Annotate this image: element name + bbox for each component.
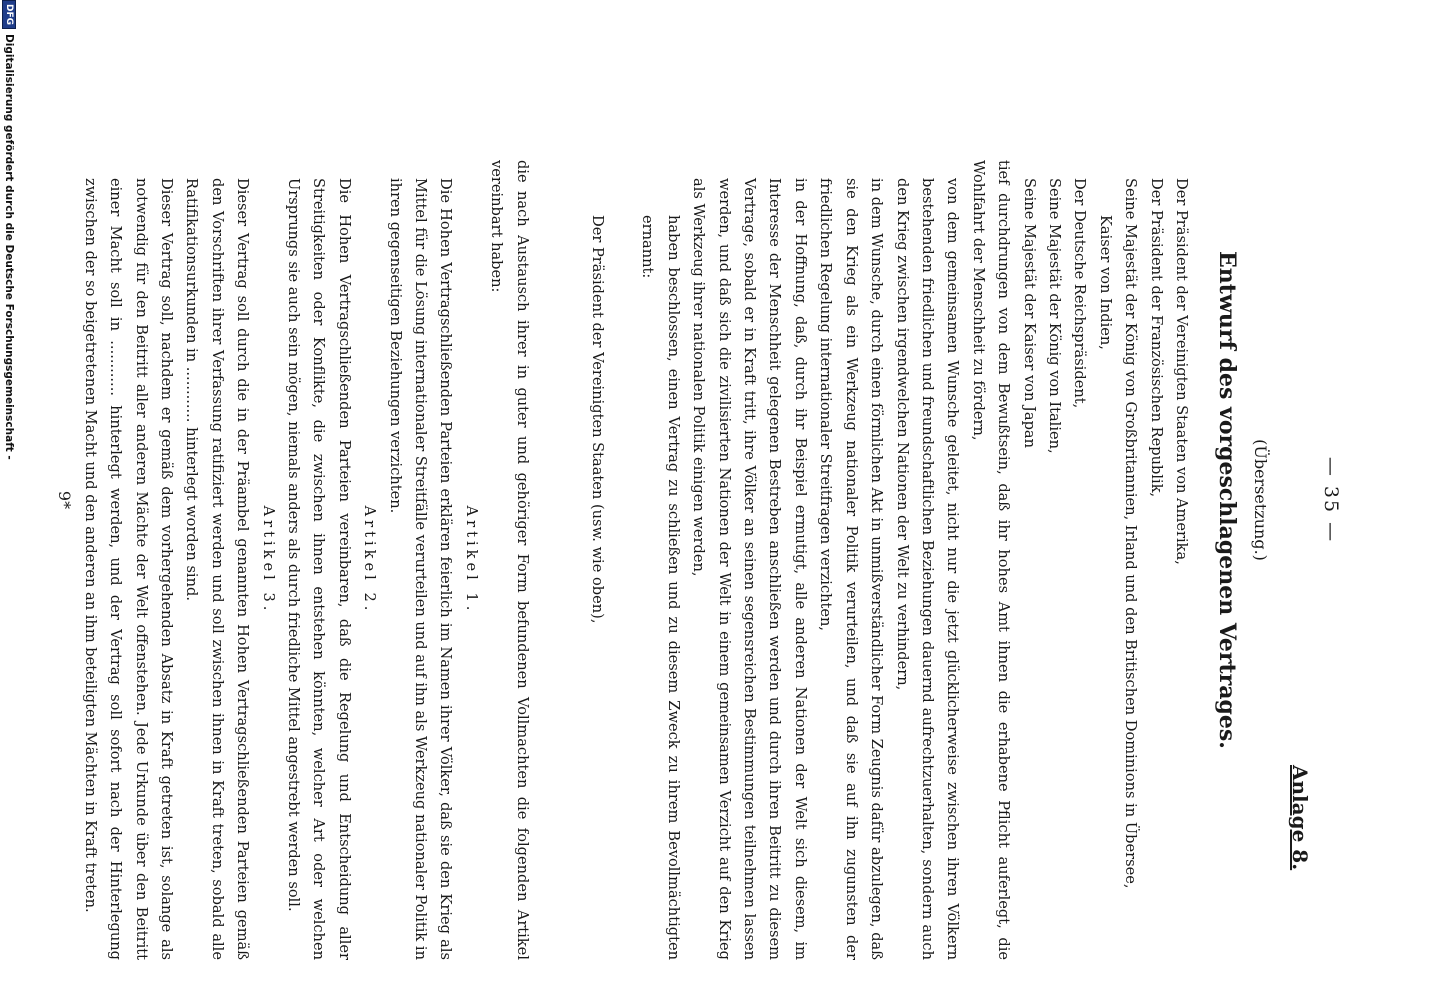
preamble-paragraph: in der Hoffnung, daß, durch ihr Beispiel ermutigt, alle anderen Nationen der Welt sich diesem, im Interesse der Menschheit gelegenen Bestreben anschließen werden und durch ihren Beitritt zu diesem Vertrage, sobald er in Kraft tritt, ihre Völker an seinen segensreichen Bestimmungen teilnehmen lassen werden, und daß sich die zivilisierten Nationen der Welt in einem gemeinsamen Verzicht auf den Krieg als Werkzeug ihrer nationalen Politik einigen werden, bbox=[690, 178, 809, 960]
party-line: Kaiser von Indien, bbox=[1096, 215, 1114, 350]
party-line: Der Präsident der Vereinigten Staaten von Amerika, bbox=[1173, 178, 1190, 565]
preamble-paragraph: in dem Wunsche, durch einen förmlichen Akt in unmißverständlicher Form Zeugnis dafür abzulegen, daß sie den Krieg als ein Werkzeug nationaler Politik verurteilen, und daß sie auf ihn zugunsten der friedlichen Regelung internationaler Streitfragen verzichten, bbox=[817, 178, 886, 960]
plenipotentiary-line: Der Präsident der Vereinigten Staaten (usw. wie oben), bbox=[589, 215, 607, 624]
article-paragraph: Die Hohen Vertragschließenden Parteien erklären feierlich im Namen ihrer Völker, daß sie den Krieg als Mittel für die Lösung internationaler Streitfälle verurteilen und auf ihn als Werkzeug nationaler Politik in ihren gegenseitigen Beziehungen verzichten. bbox=[386, 178, 455, 960]
document-body bbox=[77, 160, 1194, 960]
preamble-paragraph: tief durchdrungen von dem Bewußtsein, daß ihr hohes Amt ihnen die erhabene Pflicht auferlegt, die Wohlfahrt der Menschheit zu fördern, bbox=[969, 160, 1013, 960]
page-number: — 35 — bbox=[1320, 456, 1342, 544]
party-line: Seine Majestät der Kaiser von Japan bbox=[1020, 178, 1038, 449]
party-line: Der Präsident der Französischen Republik, bbox=[1147, 178, 1165, 498]
dfg-logo-icon: DFG bbox=[2, 0, 16, 29]
credentials-paragraph: die nach Austausch ihrer in guter und gehöriger Form befundenen Vollmachten die folgenden Artikel vereinbart haben: bbox=[488, 160, 531, 960]
digitization-footer bbox=[0, 0, 18, 1000]
signature-mark: 9* bbox=[55, 490, 74, 510]
preamble-paragraph: von dem gemeinsamen Wunsche geleitet, nicht nur die jetzt glücklicherweise zwischen ihren Völkern bestehenden friedlichen und freundschaftlichen Beziehungen dauernd aufrechtzuerhalten, sondern auch den Krieg zwischen irgendwelchen Nationen der Welt zu verhindern, bbox=[893, 178, 962, 960]
party-line: Seine Majestät der König von Großbritannien, Irland und den Britischen Dominions in Übersee, bbox=[1122, 178, 1140, 889]
article-paragraph: Dieser Vertrag soll durch die in der Präambel genannten Hohen Vertragschließenden Parteien gemäß den Vorschriften ihrer Verfassung ratifiziert werden und soll zwischen ihnen in Kraft treten, sobald alle Ratifikationsurkunden in ............ hinterlegt worden sind. bbox=[183, 178, 252, 960]
document-title: Entwurf des vorgeschlagenen Vertrages. bbox=[1214, 251, 1240, 749]
article-heading: Artikel 2. bbox=[361, 505, 379, 615]
article-paragraph: Dieser Vertrag soll, nachdem er gemäß dem vorhergehenden Absatz in Kraft getreten ist, solange als notwendig für den Beitritt aller anderen Mächte der Welt offenstehen. Jede Urkunde über den Beitritt einer Macht soll in ............ hinterlegt werden, und der Vertrag soll sofort nach der Hinterlegung zwischen der so beigetretenen Macht und den anderen an ihm beteiligten Mächten in Kraft treten. bbox=[81, 178, 175, 960]
annex-label: Anlage 8. bbox=[1288, 765, 1312, 871]
article-paragraph: Die Hohen Vertragschließenden Parteien vereinbaren, daß die Regelung und Entscheidung aller Streitigkeiten oder Konflikte, die zwischen ihnen entstehen könnten, welcher Art oder welchen Ursprungs sie auch sein mögen, niemals anders als durch friedliche Mittel angestrebt werden soll. bbox=[285, 178, 353, 960]
party-line: Seine Majestät der König von Italien, bbox=[1045, 178, 1063, 454]
translation-note: (Übersetzung.) bbox=[1251, 439, 1270, 561]
party-line: Der Deutsche Reichspräsident, bbox=[1071, 178, 1089, 409]
article-heading: Artikel 3. bbox=[259, 505, 277, 615]
article-heading: Artikel 1. bbox=[462, 505, 480, 615]
preamble-paragraph: haben beschlossen, einen Vertrag zu schließen und zu diesem Zweck zu ihrem Bevollmächtigten ernannt: bbox=[639, 215, 682, 960]
footer-text: Digitalisierung gefördert durch die Deutsche Forschungsgemeinschaft - bbox=[3, 34, 15, 460]
